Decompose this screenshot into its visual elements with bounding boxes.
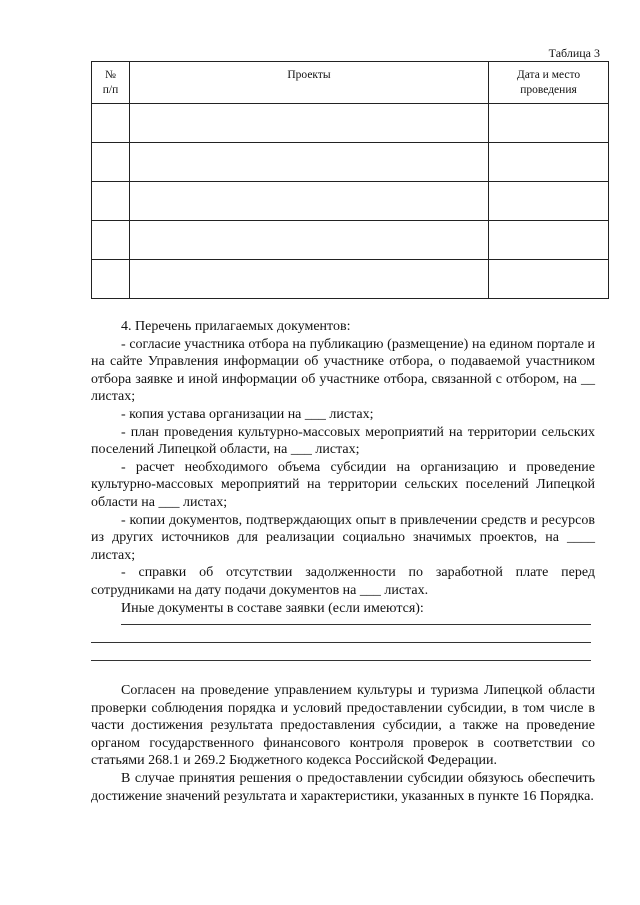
cell-date-place (489, 143, 609, 182)
consent-section (91, 682, 595, 805)
cell-num (92, 182, 130, 221)
attached-documents-section (91, 318, 595, 617)
document-item-charter: - копия устава организации на ___ листах; (121, 406, 374, 422)
table-row (92, 182, 609, 221)
document-item-subsidy-calculation: - расчет необходимого объема субсидии на организацию и проведение культурно-массовых мероприятий на территории сельских поселений Липецкой области на ___ листах; (91, 459, 595, 510)
section-heading: 4. Перечень прилагаемых документов: (121, 319, 351, 334)
fill-in-line (91, 660, 591, 661)
cell-num (92, 143, 130, 182)
consent-paragraph: Согласен на проведение управлением культуры и туризма Липецкой области проверки соблюдения порядка и условий предоставлении субсидии, в том числе в части достижения результата предоставления субсидии, а также на проведение органом государственного финансового контроля проверок в соответствии со статьями 268.1 и 269.2 Бюджетного кодекса Российской Федерации. (91, 683, 595, 769)
document-item-experience-docs: - копии документов, подтверждающих опыт в привлечении средств и ресурсов из других источников для реализации социально значимых проектов, на ____ листах; (91, 512, 595, 563)
cell-project (130, 260, 489, 299)
other-documents-label: Иные документы в составе заявки (если имеются): (121, 600, 424, 616)
projects-table (91, 61, 609, 299)
table-row (92, 260, 609, 299)
fill-in-line (121, 624, 591, 625)
document-item-consent: - согласие участника отбора на публикацию (размещение) на едином портале и на сайте Управления информации об участнике отбора, о подаваемой участником отбора заявке и иной информации об участнике отбора, связанной с отбором, на __ листах; (91, 336, 595, 405)
document-item-salary-certificate: - справки об отсутствии задолженности по заработной плате перед сотрудниками на дату подачи документов на ___ листах. (91, 565, 595, 598)
cell-num (92, 260, 130, 299)
cell-num (92, 221, 130, 260)
table-row (92, 104, 609, 143)
cell-num (92, 104, 130, 143)
cell-date-place (489, 104, 609, 143)
cell-project (130, 143, 489, 182)
table-row (92, 143, 609, 182)
cell-project (130, 104, 489, 143)
table-caption: Таблица 3 (548, 46, 600, 60)
document-item-events-plan: - план проведения культурно-массовых мероприятий на территории сельских поселений Липецкой области, на ___ листах; (91, 424, 595, 458)
obligation-paragraph: В случае принятия решения о предоставлении субсидии обязуюсь обеспечить достижение значений результата и характеристики, указанных в пункте 16 Порядка. (91, 770, 595, 804)
cell-project (130, 182, 489, 221)
table-row (92, 221, 609, 260)
cell-date-place (489, 182, 609, 221)
header-num: № п/п (92, 62, 130, 104)
header-projects: Проекты (130, 62, 489, 104)
cell-date-place (489, 260, 609, 299)
table-header-row (92, 62, 609, 104)
cell-date-place (489, 221, 609, 260)
cell-project (130, 221, 489, 260)
header-date-place: Дата и место проведения (489, 62, 609, 104)
fill-in-line (91, 642, 591, 643)
